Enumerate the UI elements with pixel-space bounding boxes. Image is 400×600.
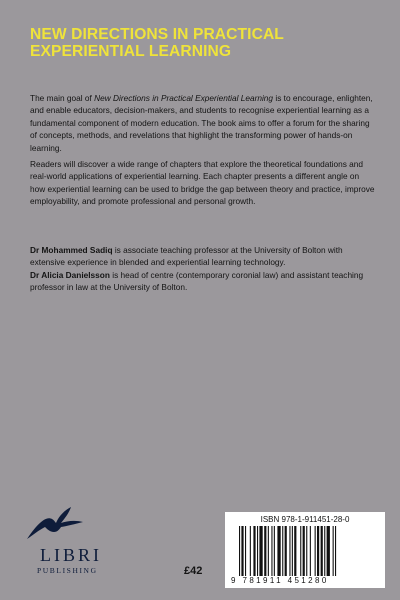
bird-icon: [25, 505, 85, 543]
para1-intro: The main goal of: [30, 93, 95, 103]
author2-bio: is head of centre (contemporary coronial law) and assistant teaching professor in law at the University of Bolton.: [30, 269, 364, 293]
publisher-sub: PUBLISHING: [37, 566, 98, 575]
title-line-1: NEW DIRECTIONS IN PRACTICAL: [30, 26, 284, 43]
para2-text: Readers will discover a wide range of chapters that explore the theoretical foundations and real-world applications of experiential learning. Each chapter presents a different angle on how experiential learning can be used to bridge the gap between theory and practice, improve employability, and promote professional and personal growth.: [30, 159, 375, 207]
description-paragraph-2: [30, 158, 375, 208]
barcode-panel: [225, 512, 385, 588]
publisher-name: LIBRI: [40, 545, 102, 565]
publisher-logo: [20, 505, 100, 585]
para1-rest: is to encourage, enlighten, and enable educators, decision-makers, and students to recognise experiential learning as a fundamental component of modern education. The book aims to offer a forum for the sharing of concepts, methods, and revelations that highlight the transforming power of hands-on learning.: [30, 93, 373, 153]
book-title: [30, 26, 375, 60]
author1-name: Dr Mohammed Sadiq: [30, 245, 113, 255]
author-bios: [30, 244, 375, 294]
price-label: £42: [184, 565, 203, 577]
title-line-2: EXPERIENTIAL LEARNING: [30, 43, 232, 60]
isbn-label: ISBN 978-1-911451-28-0: [260, 515, 350, 524]
description-paragraph-1: [30, 92, 375, 154]
author2-name: Dr Alicia Danielsson: [30, 269, 110, 280]
para1-book-title: New Directions in Practical Experiential Learning: [94, 93, 274, 103]
barcode-icon: [239, 526, 375, 576]
author1-bio: is associate teaching professor at the University of Bolton with extensive experience in blended and experiential learning technology.: [30, 245, 343, 268]
barcode-digits: 9 781911 451280: [231, 576, 329, 585]
